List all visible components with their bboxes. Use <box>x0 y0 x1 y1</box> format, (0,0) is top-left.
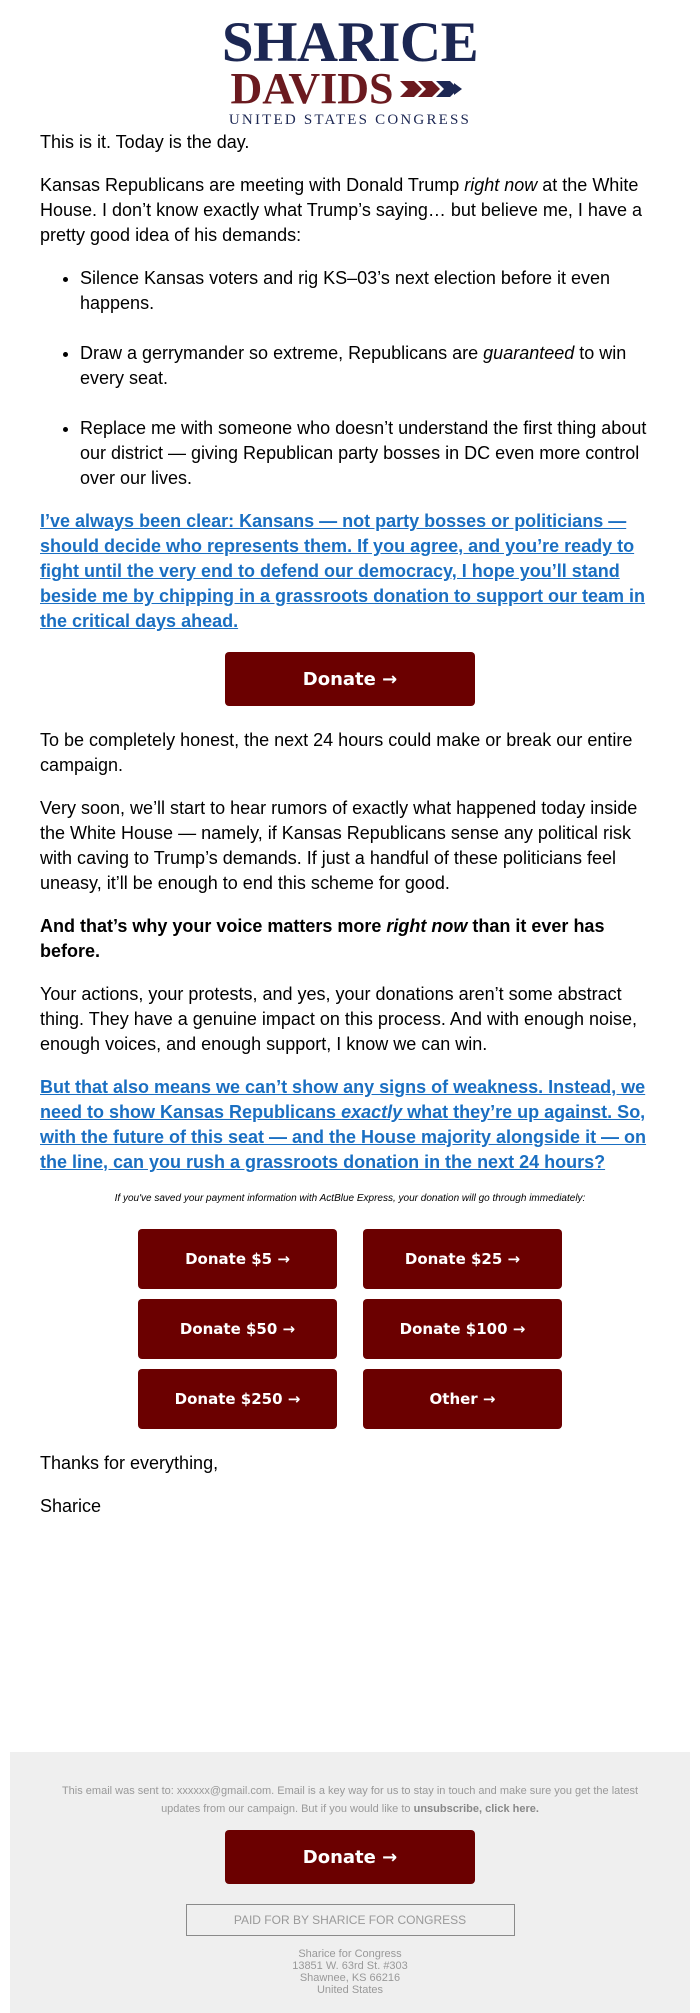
voice-paragraph: And that’s why your voice matters more right now than it ever has before. <box>40 916 605 961</box>
campaign-logo <box>0 0 700 130</box>
closing-line: Thanks for everything, <box>40 1453 219 1473</box>
amount-row-1 <box>40 1229 660 1289</box>
actions-paragraph: Your actions, your protests, and yes, your donations aren’t some abstract thing. They have a genuine impact on this process. And with enough noise, enough voices, and enough support, I know we can win. <box>40 984 638 1054</box>
signature: Sharice <box>40 1496 102 1516</box>
opening-paragraph: This is it. Today is the day. <box>40 132 250 152</box>
donate-5-button[interactable]: Donate $5 → <box>138 1229 337 1289</box>
actblue-note: If you've saved your payment information with ActBlue Express, your donation will go through immediately: <box>114 1193 586 1204</box>
donate-50-button[interactable]: Donate $50 → <box>138 1299 337 1359</box>
email-footer <box>10 1752 690 2013</box>
footer-notice: This email was sent to: xxxxxx@gmail.com. Email is a key way for us to stay in touch and make sure you get the latest updates from our campaign. But if you would like to unsubscribe, click here. <box>61 1785 639 1815</box>
list-item: • Replace me with someone who doesn’t understand the first thing about our district — giving Republican party bosses in DC even more control over our lives. <box>80 416 660 491</box>
donate-other-button[interactable]: Other → <box>363 1369 562 1429</box>
honest-paragraph: To be completely honest, the next 24 hours could make or break our entire campaign. <box>40 730 633 775</box>
demands-list <box>40 266 660 491</box>
donate-25-button[interactable]: Donate $25 → <box>363 1229 562 1289</box>
logo-middle-row <box>0 64 700 113</box>
donate-250-button[interactable]: Donate $250 → <box>138 1369 337 1429</box>
logo-last-name: DAVIDS <box>230 64 394 113</box>
donate-button[interactable]: Donate → <box>225 652 475 706</box>
rumors-paragraph: Very soon, we’ll start to hear rumors of exactly what happened today inside the White House — namely, if Kansas Republicans sense any political risk with caving to Trump’s demands. If just a handful of these politicians feel uneasy, it’ll be enough to end this scheme for good. <box>40 798 638 893</box>
donation-link-1[interactable]: I’ve always been clear: Kansans — not party bosses or politicians — should decide who represents them. If you agree, and you’re ready to fight until the very end to defend our democracy, I hope you’ll stand beside me by chipping in a grassroots donation to support our team in the critical days ahead. <box>40 511 646 631</box>
amount-row-2 <box>40 1299 660 1359</box>
unsubscribe-link[interactable]: unsubscribe, click here. <box>413 1803 539 1815</box>
chevron-arrow-icon <box>400 77 470 101</box>
donate-100-button[interactable]: Donate $100 → <box>363 1299 562 1359</box>
list-item: • Draw a gerrymander so extreme, Republicans are guaranteed to win every seat. <box>80 341 660 391</box>
email-body <box>0 130 700 1519</box>
meeting-paragraph: Kansas Republicans are meeting with Donald Trump right now at the White House. I don’t know exactly what Trump’s saying… but believe me, I have a pretty good idea of his demands: <box>40 175 642 245</box>
list-item: • Silence Kansas voters and rig KS–03’s next election before it even happens. <box>80 266 660 316</box>
donation-link-2[interactable]: But that also means we can’t show any signs of weakness. Instead, we need to show Kansas Republicans exactly what they’re up against. So, with the future of this seat — and the House majority alongside it — on the line, can you rush a grassroots donation in the next 24 hours? <box>40 1077 647 1172</box>
footer-donate-button[interactable]: Donate → <box>225 1830 475 1884</box>
mailing-address: Sharice for Congress 13851 W. 63rd St. #303 Shawnee, KS 66216 United States <box>292 1948 408 1996</box>
amount-row-3 <box>40 1369 660 1429</box>
logo-first-name: SHARICE <box>221 11 479 74</box>
logo-subtitle: UNITED STATES CONGRESS <box>228 112 472 128</box>
paid-for-disclaimer: PAID FOR BY SHARICE FOR CONGRESS <box>186 1904 515 1936</box>
